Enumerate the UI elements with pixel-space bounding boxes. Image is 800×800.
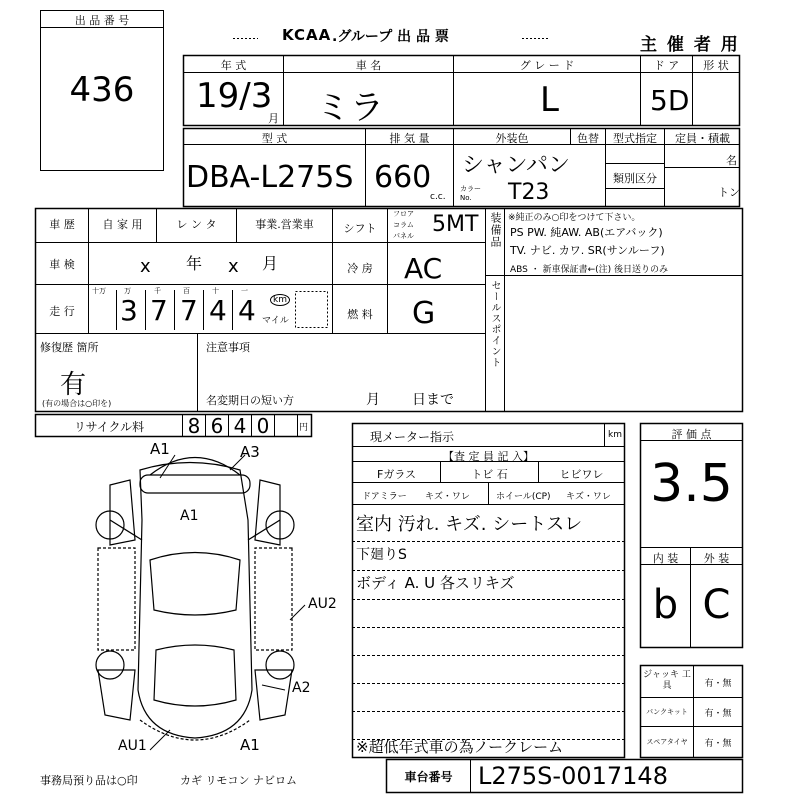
- remark-line-2: 下廻りS: [356, 547, 407, 563]
- col-door: ド ア: [653, 59, 680, 72]
- mileage-unit-1k: 千: [154, 287, 161, 295]
- col-grade: グ レ ー ド: [519, 59, 575, 72]
- mirror-label: ドアミラー: [362, 492, 407, 502]
- chassis-label: 車台番号: [404, 770, 453, 784]
- wheel-options[interactable]: キズ・ワレ: [566, 492, 611, 502]
- mileage-digit-3: 7: [180, 294, 198, 327]
- damage-mark-rear-right: A1: [240, 736, 260, 754]
- repair-label: 修復歴 箇所: [40, 341, 99, 354]
- notes-label: 注意事項: [206, 341, 250, 354]
- color-no-label: カラーNo.: [460, 185, 481, 202]
- meter-label: 現メーター指示: [370, 430, 455, 444]
- interior-label: 内 装: [652, 552, 679, 565]
- history-option-business[interactable]: 事業.営業車: [255, 218, 314, 231]
- puncture-label: パンクキット: [646, 708, 688, 716]
- inspection-month-unit: 月: [262, 254, 279, 273]
- col-color: 外装色: [495, 132, 529, 145]
- remark-line-3: ボディ A. U 各スリキズ: [356, 574, 515, 592]
- history-option-rental[interactable]: レ ン タ: [176, 218, 217, 231]
- name-change-month: 月: [366, 392, 380, 408]
- color-code: T23: [508, 180, 550, 205]
- inspection-year-value: x: [140, 256, 151, 277]
- chassis-number: L275S-0017148: [478, 762, 668, 790]
- name-change-day: 日まで: [412, 392, 454, 408]
- brand-logo: KCAA: [282, 26, 332, 44]
- recycle-label: リサイクル料: [73, 420, 145, 434]
- mileage-unit-100k: 十万: [92, 287, 106, 295]
- mileage-unit-10: 十: [212, 287, 219, 295]
- damage-mark-right-door: AU2: [308, 596, 337, 612]
- equipment-line-1: PS PW. 純AW. AB(エアバック): [510, 226, 663, 239]
- fuel-value: G: [412, 296, 436, 331]
- mileage-digit-4: 4: [209, 294, 227, 327]
- spare-option[interactable]: 有・無: [704, 739, 732, 749]
- damage-mark-right-rear: A2: [292, 680, 311, 696]
- col-category: 類別区分: [613, 172, 657, 185]
- km-option[interactable]: km: [270, 294, 290, 306]
- lot-number: 436: [69, 70, 135, 110]
- col-year: 年 式: [220, 59, 247, 72]
- recycle-unit: 円: [299, 423, 309, 433]
- mirror-options[interactable]: キズ・ワレ: [425, 492, 470, 502]
- office-items: カギ リモコン ナビロム: [180, 774, 297, 787]
- shift-label: シフト: [343, 222, 377, 235]
- interior-grade: b: [652, 582, 679, 628]
- col-model: 型 式: [261, 132, 288, 145]
- equipment-line-3: ABS ・ 新車保証書←(注) 後日送りのみ: [510, 265, 669, 275]
- cc-unit: c.c.: [430, 192, 446, 202]
- fuel-label: 燃 料: [347, 308, 373, 321]
- car-diagram: [96, 458, 294, 741]
- col-displacement: 排 気 量: [389, 132, 430, 145]
- year-value: 19/3: [196, 76, 273, 116]
- mileage-digit-5: 4: [238, 294, 256, 327]
- equipment-label: 装備品: [489, 212, 502, 248]
- col-body: 形 状: [703, 59, 729, 72]
- door-value: 5D: [650, 84, 690, 117]
- recycle-digit-4: 0: [256, 414, 270, 438]
- jack-label: ジャッキ 工 具: [643, 670, 691, 691]
- puncture-option[interactable]: 有・無: [704, 709, 732, 719]
- year-month-unit: 月: [268, 112, 279, 125]
- col-capacity: 定員・積載: [675, 132, 730, 145]
- history-option-private[interactable]: 自 家 用: [102, 218, 143, 231]
- mileage-digit-2: 7: [150, 294, 168, 327]
- shift-option-floor[interactable]: フロア: [393, 210, 414, 218]
- exterior-label: 外 装: [703, 552, 730, 565]
- spare-label: スペアタイヤ: [646, 738, 688, 746]
- recycle-digit-1: 8: [187, 414, 201, 438]
- equipment-note: ※純正のみ○印をつけて下さい。: [508, 213, 641, 223]
- mileage-unit-100: 百: [183, 287, 190, 295]
- inspector-label: 【査 定 員 記 入】: [443, 450, 534, 463]
- col-color-change: 色替: [577, 132, 599, 145]
- shift-option-panel[interactable]: パネル: [393, 232, 414, 240]
- grade-value: L: [540, 80, 559, 120]
- capacity-person-unit: 名: [726, 154, 737, 167]
- evaluation-score: 3.5: [650, 454, 733, 514]
- glass-chip[interactable]: トビ 石: [471, 468, 508, 481]
- sales-point-label: セールスポイント: [489, 280, 500, 368]
- damage-mark-rear-left: AU1: [118, 738, 147, 754]
- name-change-label: 名変期日の短い方: [206, 394, 294, 407]
- jack-option[interactable]: 有・無: [704, 679, 732, 689]
- inspection-label: 車 検: [49, 258, 75, 271]
- displacement-value: 660: [374, 160, 432, 195]
- col-name: 車 名: [355, 59, 382, 72]
- capacity-ton-unit: トン: [718, 186, 740, 199]
- ac-value: AC: [404, 252, 443, 285]
- office-note: 事務局預り品は○印: [40, 774, 138, 787]
- repair-value: 有: [60, 370, 87, 400]
- damage-mark-hood: A1: [180, 508, 199, 524]
- recycle-digit-2: 6: [210, 414, 224, 438]
- form-title: .グループ 出 品 票: [332, 29, 449, 45]
- recycle-digit-3: 4: [233, 414, 247, 438]
- glass-label: Fガラス: [377, 468, 416, 481]
- ac-label: 冷 房: [347, 262, 373, 275]
- inspection-year-unit: 年: [186, 254, 203, 273]
- shift-value: 5MT: [432, 212, 479, 237]
- mile-option[interactable]: マイル: [262, 316, 289, 326]
- car-name: ミラ: [316, 88, 384, 128]
- equipment-line-2: TV. ナビ. カワ. SR(サンルーフ): [510, 244, 665, 257]
- shift-option-column[interactable]: コラム: [393, 221, 414, 229]
- exterior-color: シャンパン: [462, 153, 571, 178]
- evaluation-label: 評 価 点: [671, 428, 712, 441]
- meter-unit: km: [608, 430, 622, 440]
- remark-line-9: ※超低年式車の為ノークレーム: [356, 738, 564, 756]
- wheel-label: ホイール(CP): [496, 492, 551, 502]
- damage-mark-front-left: A1: [150, 440, 170, 458]
- lot-number-label: 出 品 番 号: [74, 14, 130, 27]
- remark-line-1: 室内 汚れ. キズ. シートスレ: [356, 514, 583, 535]
- mileage-unit-10k: 万: [124, 287, 131, 295]
- repair-note: (有の場合は○印を): [42, 399, 112, 408]
- glass-crack[interactable]: ヒビワレ: [559, 468, 604, 481]
- model-code: DBA-L275S: [186, 160, 354, 195]
- organizer-label: 主 催 者 用: [640, 35, 740, 55]
- damage-mark-front-right: A3: [240, 443, 260, 461]
- col-designation: 型式指定: [613, 132, 657, 145]
- mileage-digit-1: 3: [120, 294, 138, 327]
- inspection-month-value: x: [228, 256, 239, 277]
- mileage-label: 走 行: [49, 305, 75, 318]
- exterior-grade: C: [702, 582, 731, 628]
- history-label: 車 歴: [49, 218, 75, 231]
- mileage-unit-1: 一: [241, 287, 248, 295]
